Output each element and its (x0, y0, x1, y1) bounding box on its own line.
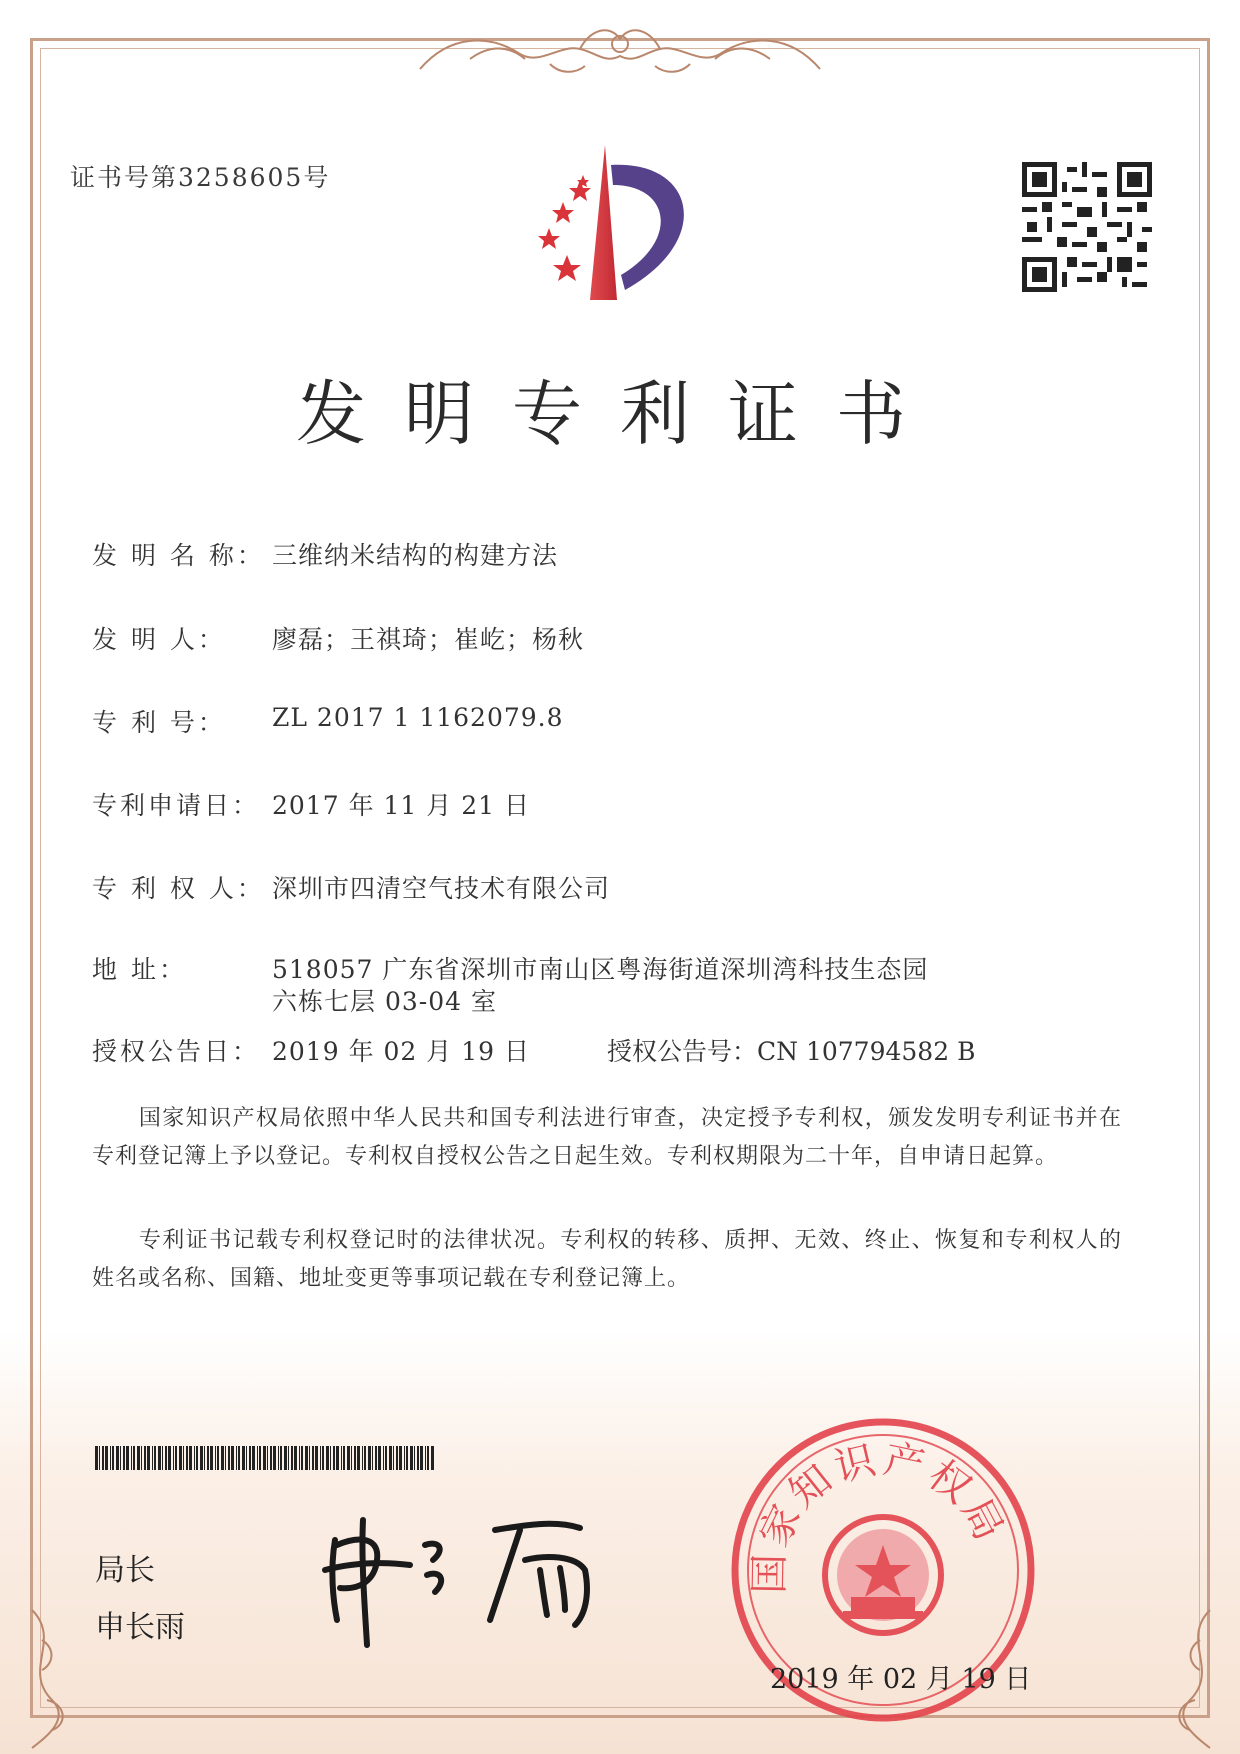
bottom-right-ornament-icon (1150, 1600, 1230, 1750)
invention-name-value: 三维纳米结构的构建方法 (272, 541, 559, 570)
top-ornament-icon (410, 14, 830, 84)
patentee-value: 深圳市四清空气技术有限公司 (272, 874, 611, 903)
patentee-row (92, 869, 611, 905)
patentee-label: 专 利 权 人： (92, 874, 265, 903)
signature-icon (315, 1500, 615, 1650)
application-date-value: 2017 年 11 月 21 日 (272, 791, 530, 820)
director-title: 局长 (95, 1553, 155, 1588)
seal-date: 2019 年 02 月 19 日 (770, 1664, 1032, 1695)
address-value-line1: 518057 广东省深圳市南山区粤海街道深圳湾科技生态园 (272, 955, 929, 984)
bottom-left-ornament-icon (12, 1600, 92, 1750)
inventors-row (92, 620, 585, 656)
publication-number-row (607, 1032, 975, 1068)
address-row (92, 950, 929, 986)
inventors-value: 廖磊；王祺琦；崔屹；杨秋 (272, 625, 585, 654)
application-date-row (92, 786, 530, 822)
certificate-number: 证书号第3258605号 (70, 163, 331, 192)
director-name: 申长雨 (95, 1610, 185, 1645)
application-date-label: 专利申请日： (92, 791, 261, 820)
page-title: 发明专利证书 (296, 373, 944, 455)
grant-date-value: 2019 年 02 月 19 日 (272, 1037, 530, 1066)
inventors-label: 发 明 人： (92, 625, 226, 654)
barcode-icon (95, 1446, 440, 1470)
statement-paragraph-2: 专利证书记载专利权登记时的法律状况。专利权的转移、质押、无效、终止、恢复和专利权人的姓名或名称、国籍、地址变更等事项记载在专利登记簿上。 (92, 1228, 1122, 1291)
address-label: 地 址： (92, 955, 187, 984)
patent-number-label: 专 利 号： (92, 708, 226, 737)
publication-number-value: CN 107794582 B (757, 1037, 976, 1066)
invention-name-row (92, 536, 559, 572)
patent-number-row (92, 703, 564, 739)
address-value-line2: 六栋七层 03-04 室 (272, 987, 497, 1016)
grant-date-row (92, 1032, 530, 1068)
qr-code-icon (1022, 162, 1152, 292)
seal-text: 国家知识产权局 (746, 1436, 1014, 1595)
cnipa-logo-icon (505, 140, 735, 310)
grant-date-label: 授权公告日： (92, 1037, 261, 1066)
statement-paragraph-1: 国家知识产权局依照中华人民共和国专利法进行审查，决定授予专利权，颁发发明专利证书并在专利登记簿上予以登记。专利权自授权公告之日起生效。专利权期限为二十年，自申请日起算。 (92, 1106, 1122, 1169)
publication-number-label: 授权公告号： (607, 1037, 758, 1066)
invention-name-label: 发 明 名 称： (92, 541, 265, 570)
patent-number-value: ZL 2017 1 1162079.8 (272, 703, 564, 732)
